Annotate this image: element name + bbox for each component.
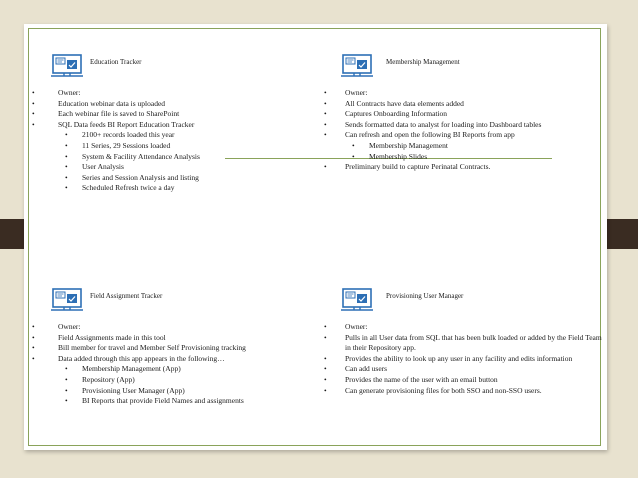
- bullet-text: Can add users: [345, 364, 388, 374]
- bullet-item: [26, 322, 316, 333]
- sub-bullet-list: [58, 130, 316, 194]
- bullet-text: Provides the ability to look up any user in any facility and edits information: [345, 353, 573, 363]
- sub-bullet-item: • Membership Slides: [345, 152, 606, 163]
- bullet-text: Owner:: [58, 322, 81, 331]
- bullet-list: [26, 322, 316, 407]
- app-monitor-icon: [50, 54, 84, 80]
- sub-bullet-list: [58, 364, 316, 406]
- panel-header: [26, 282, 316, 312]
- bullet-text: Data added through this app appears in the following…: [58, 353, 225, 363]
- bullet-item: [316, 99, 606, 110]
- sub-bullet-item: • 11 Series, 29 Sessions loaded: [58, 141, 316, 152]
- bullet-item: [26, 333, 316, 344]
- app-monitor-icon: [340, 288, 374, 314]
- bullet-text: Can refresh and open the following BI Reports from app: [345, 130, 515, 140]
- bullet-item: [316, 364, 606, 375]
- bullet-item: [26, 354, 316, 407]
- sub-bullet-list: [345, 141, 606, 162]
- bullet-text: Owner:: [345, 88, 368, 97]
- panel-header: [26, 48, 316, 78]
- bullet-item: [316, 109, 606, 120]
- bullet-text: Education webinar data is uploaded: [58, 98, 166, 108]
- bullet-text: All Contracts have data elements added: [345, 98, 464, 108]
- bullet-list: [316, 88, 606, 173]
- sub-bullet-item: • BI Reports that provide Field Names and assignments: [58, 396, 316, 407]
- bullet-text: Provides the name of the user with an email button: [345, 374, 498, 384]
- bullet-item: [26, 120, 316, 194]
- bullet-item: [316, 375, 606, 386]
- bullet-text: Bill member for travel and Member Self Provisioning tracking: [58, 343, 246, 353]
- bullet-item: [316, 88, 606, 99]
- bullet-item: [316, 322, 606, 333]
- bullet-list: [26, 88, 316, 194]
- sub-bullet-item: • User Analysis: [58, 162, 316, 173]
- panel-title: Provisioning User Manager: [386, 292, 464, 300]
- bullet-text: Pulls in all User data from SQL that has been bulk loaded or added by the Field Team in their Repository app.: [345, 332, 602, 353]
- bullet-item: [316, 333, 606, 354]
- panel-title: Education Tracker: [90, 58, 142, 66]
- bullet-item: [316, 386, 606, 397]
- bullet-text: SQL Data feeds BI Report Education Tracker: [58, 119, 195, 129]
- sub-bullet-item: • Membership Management (App): [58, 364, 316, 375]
- bullet-text: Each webinar file is saved to SharePoint: [58, 109, 180, 119]
- bullet-text: Can generate provisioning files for both SSO and non-SSO users.: [345, 385, 542, 395]
- bullet-item: [316, 354, 606, 365]
- bullet-text: Captures Onboarding Information: [345, 109, 448, 119]
- sub-bullet-item: • Provisioning User Manager (App): [58, 386, 316, 397]
- bullet-text: Owner:: [58, 88, 81, 97]
- panel-title: Field Assignment Tracker: [90, 292, 163, 300]
- bullet-item: [26, 343, 316, 354]
- sub-bullet-item: • Series and Session Analysis and listing: [58, 173, 316, 184]
- sub-bullet-item: • Membership Management: [345, 141, 606, 152]
- panel-field-assignment-tracker: [26, 282, 316, 407]
- panel-provisioning-user-manager: [316, 282, 606, 396]
- panel-header: [316, 48, 606, 78]
- bullet-item: [26, 109, 316, 120]
- sub-bullet-item: • Repository (App): [58, 375, 316, 386]
- sub-bullet-item: • System & Facility Attendance Analysis: [58, 152, 316, 163]
- sub-bullet-item: • Scheduled Refresh twice a day: [58, 183, 316, 194]
- bullet-item: [26, 88, 316, 99]
- panel-education-tracker: [26, 48, 316, 194]
- bullet-item: [316, 130, 606, 162]
- sub-bullet-item: • 2100+ records loaded this year: [58, 130, 316, 141]
- bullet-text: Preliminary build to capture Perinatal Contracts.: [345, 162, 491, 172]
- panel-title: Membership Management: [386, 58, 460, 66]
- bullet-text: Field Assignments made in this tool: [58, 332, 166, 342]
- panel-membership-management: [316, 48, 606, 173]
- bullet-text: Owner:: [345, 322, 368, 331]
- panel-header: [316, 282, 606, 312]
- app-monitor-icon: [50, 288, 84, 314]
- app-monitor-icon: [340, 54, 374, 80]
- bullet-text: Sends formatted data to analyst for loading into Dashboard tables: [345, 119, 542, 129]
- bullet-list: [316, 322, 606, 396]
- bullet-item: [26, 99, 316, 110]
- bullet-item: [316, 162, 606, 173]
- bullet-item: [316, 120, 606, 131]
